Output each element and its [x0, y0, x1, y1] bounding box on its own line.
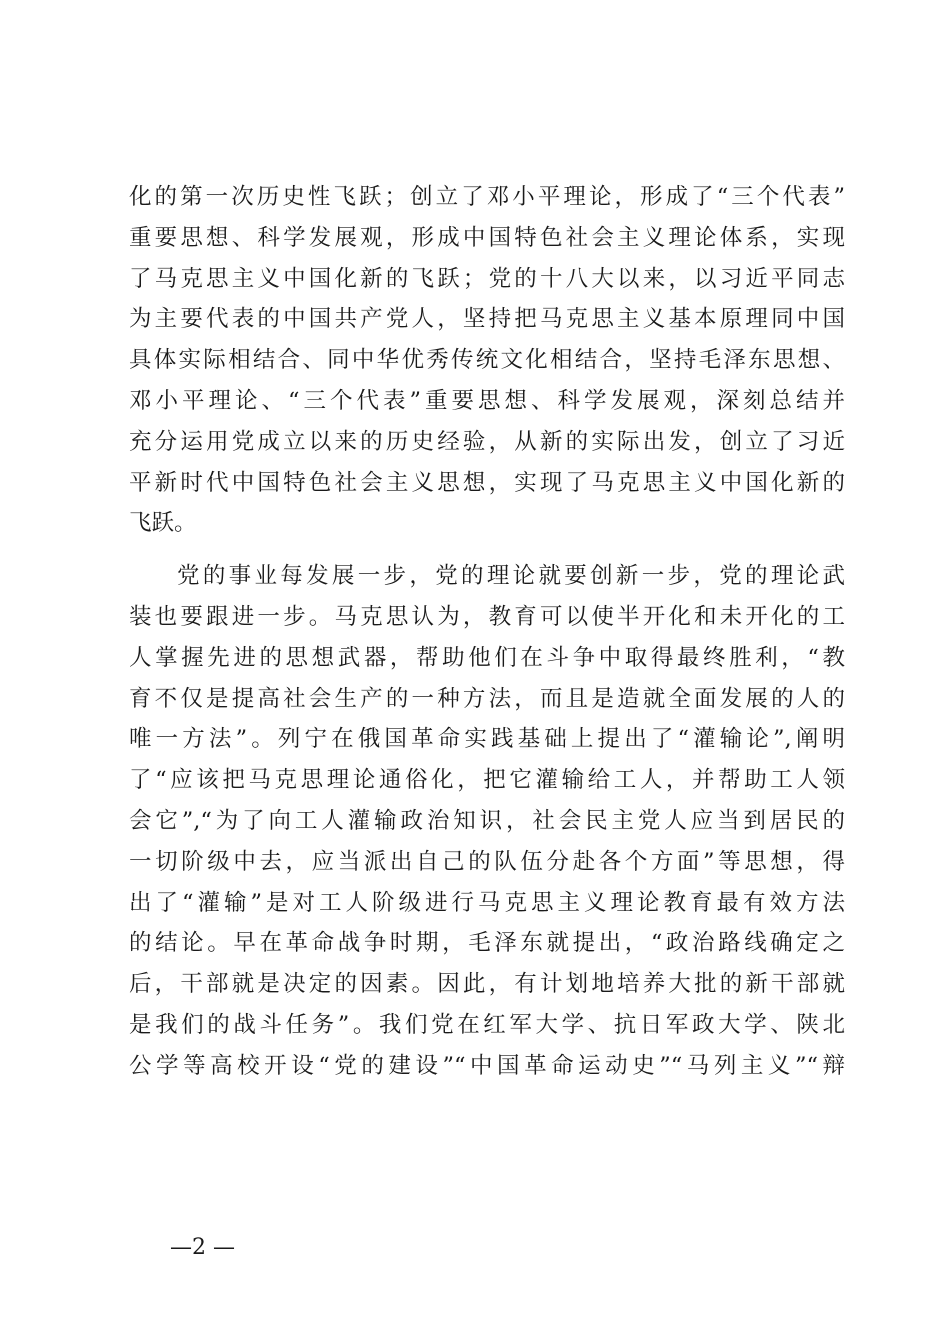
text-line: 充分运用党成立以来的历史经验，从新的实际出发，创立了习近: [129, 428, 845, 455]
text-line: 装也要跟进一步。马克思认为，教育可以使半开化和未开化的工: [129, 603, 845, 630]
paragraph-1: [129, 177, 845, 544]
text-line: 重要思想、科学发展观，形成中国特色社会主义理论体系，实现: [129, 224, 845, 251]
text-line: 平新时代中国特色社会主义思想，实现了马克思主义中国化新的: [129, 469, 845, 496]
text-line: 飞跃。: [129, 510, 197, 537]
text-line: 了马克思主义中国化新的飞跃；党的十八大以来，以习近平同志: [129, 265, 845, 292]
text-line: 出了“灌输”是对工人阶级进行马克思主义理论教育最有效方法: [129, 889, 845, 916]
paragraph-2: [129, 556, 845, 1086]
paragraph-spacer: [129, 544, 845, 556]
text-line: 公学等高校开设“党的建设”“中国革命运动史”“马列主义”“辩: [129, 1052, 845, 1079]
text-line: 人掌握先进的思想武器，帮助他们在斗争中取得最终胜利，“教: [129, 644, 845, 671]
text-line: 一切阶级中去，应当派出自己的队伍分赴各个方面”等思想，得: [129, 848, 845, 875]
body-text: [129, 177, 845, 1087]
text-line: 邓小平理论、“三个代表”重要思想、科学发展观，深刻总结并: [129, 387, 845, 414]
text-line: 了“应该把马克思理论通俗化，把它灌输给工人，并帮助工人领: [129, 767, 845, 794]
text-line: 后，干部就是决定的因素。因此，有计划地培养大批的新干部就: [129, 971, 845, 998]
text-line: 党的事业每发展一步，党的理论就要创新一步，党的理论武: [177, 563, 845, 590]
text-line: 育不仅是提高社会生产的一种方法，而且是造就全面发展的人的: [129, 685, 845, 712]
page-number: —2 —: [170, 1235, 235, 1260]
text-line: 是我们的战斗任务”。我们党在红军大学、抗日军政大学、陕北: [129, 1011, 845, 1038]
text-line: 为主要代表的中国共产党人，坚持把马克思主义基本原理同中国: [129, 306, 845, 333]
text-line: 具体实际相结合、同中华优秀传统文化相结合，坚持毛泽东思想、: [129, 347, 845, 374]
text-line: 唯一方法”。列宁在俄国革命实践基础上提出了“灌输论”,阐明: [129, 726, 845, 753]
text-line: 的结论。早在革命战争时期，毛泽东就提出，“政治路线确定之: [129, 930, 845, 957]
text-line: 化的第一次历史性飞跃；创立了邓小平理论，形成了“三个代表”: [129, 184, 845, 210]
text-line: 会它”,“为了向工人灌输政治知识，社会民主党人应当到居民的: [129, 807, 845, 834]
